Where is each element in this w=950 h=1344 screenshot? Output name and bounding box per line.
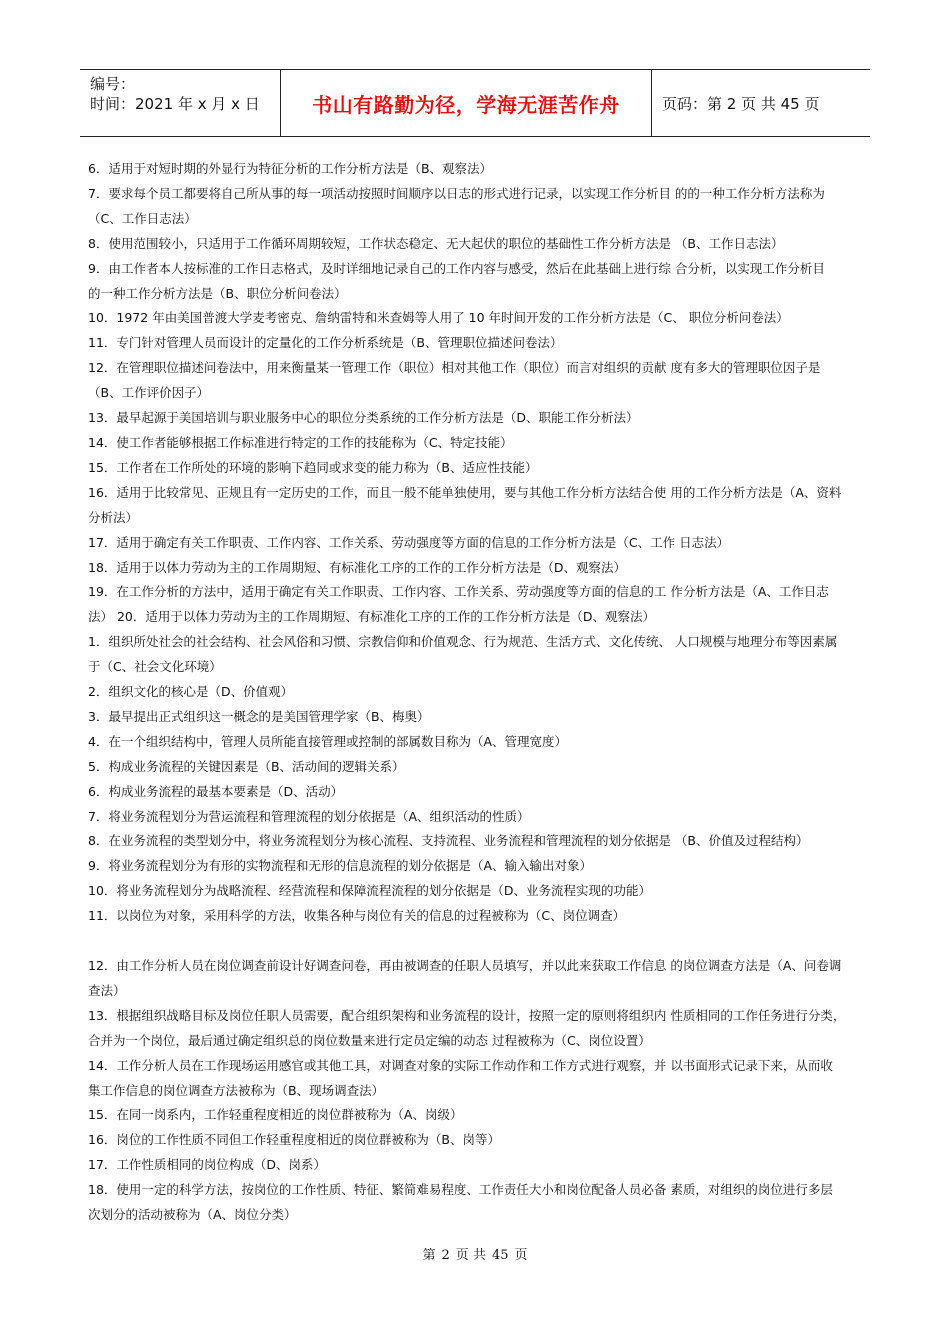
text-line: 7．要求每个员工都要将自己所从事的每一项活动按照时间顺序以日志的形式进行记录，以实现工作分析目 的的一种工作分析方法称为 <box>88 185 825 201</box>
text-line: 18．使用一定的科学方法，按岗位的工作性质、特征、繁简难易程度、工作责任大小和岗位配备人员必备 素质，对组织的岗位进行多层 <box>88 1182 833 1198</box>
text-line: 17．工作性质相同的岗位构成（D、岗系） <box>88 1157 327 1173</box>
text-line: 查法） <box>88 982 126 998</box>
text-line: （B、工作评价因子） <box>88 385 210 401</box>
text-line: 8．在业务流程的类型划分中，将业务流程划分为核心流程、支持流程、业务流程和管理流程的划分依据是 （B、价值及过程结构） <box>88 833 809 849</box>
text-line: 18．适用于以体力劳动为主的工作周期短、有标准化工序的工作的工作分析方法是（D、观察法） <box>88 559 627 575</box>
text-line: 9．由工作者本人按标准的工作日志格式，及时详细地记录自己的工作内容与感受，然后在此基础上进行综 合分析，以实现工作分析目 <box>88 260 825 276</box>
text-line: 10．1972 年由美国普渡大学麦考密克、詹纳雷特和米查姆等人用了 10 年时间开发的工作分析方法是（C、 职位分析问卷法） <box>88 310 789 326</box>
footer-prefix: 第 <box>422 1248 436 1263</box>
text-line: 法） 20．适用于以体力劳动为主的工作周期短、有标准化工序的工作的工作分析方法是（D、观察法） <box>88 609 656 625</box>
text-line: 13．根据组织战略目标及岗位任职人员需要，配合组织架构和业务流程的设计，按照一定的原则将组织内 性质相同的工作任务进行分类， <box>88 1007 846 1023</box>
text-line: 4．在一个组织结构中，管理人员所能直接管理或控制的部属数目称为（A、管理宽度） <box>88 733 568 749</box>
footer-suffix: 页 <box>514 1248 528 1263</box>
blank-line <box>88 929 864 954</box>
footer-total-pages: 45 <box>491 1248 509 1263</box>
text-line: 6．构成业务流程的最基本要素是（D、活动） <box>88 783 344 799</box>
text-line: 17．适用于确定有关工作职责、工作内容、工作关系、劳动强度等方面的信息的工作分析方法是（C、工作 日志法） <box>88 534 730 550</box>
text-line: 5．构成业务流程的关键因素是（B、活动间的逻辑关系） <box>88 758 405 774</box>
text-line: 于（C、社会文化环境） <box>88 659 222 675</box>
text-line: 14．使工作者能够根据工作标准进行特定的工作的技能称为（C、特定技能） <box>88 434 513 450</box>
text-line: 合并为一个岗位，最后通过确定组织总的岗位数量来进行定员定编的动态 过程被称为（C、岗位设置） <box>88 1032 651 1048</box>
text-line: 14．工作分析人员在工作现场运用感官或其他工具，对调查对象的实际工作动作和工作方式进行观察，并 以书面形式记录下来，从而收 <box>88 1057 833 1073</box>
text-line: 16．适用于比较常见、正规且有一定历史的工作，而且一般不能单独使用，要与其他工作分析方法结合使 用的工作分析方法是（A、资料 <box>88 484 842 500</box>
text-line: 12．在管理职位描述问卷法中，用来衡量某一管理工作（职位）相对其他工作（职位）而言对组织的贡献 度有多大的管理职位因子是 <box>88 360 821 376</box>
text-line: 19．在工作分析的方法中，适用于确定有关工作职责、工作内容、工作关系、劳动强度等方面的信息的工 作分析方法是（A、工作日志 <box>88 584 829 600</box>
text-line: 11．以岗位为对象，采用科学的方法，收集各种与岗位有关的信息的过程被称为（C、岗位调查） <box>88 908 626 924</box>
page-footer <box>0 1244 950 1263</box>
footer-middle: 页 共 <box>455 1248 486 1263</box>
text-line: 11．专门针对管理人员而设计的定量化的工作分析系统是（B、管理职位描述问卷法） <box>88 335 563 351</box>
text-line: 9．将业务流程划分为有形的实物流程和无形的信息流程的划分依据是（A、输入输出对象） <box>88 858 593 874</box>
text-line: 2．组织文化的核心是（D、价值观） <box>88 684 294 700</box>
text-line: 8．使用范围较小，只适用于工作循环周期较短，工作状态稳定、无大起伏的职位的基础性工作分析方法是 （B、工作日志法） <box>88 235 784 251</box>
document-date-label: 时间：2021 年 x 月 x 日 <box>90 95 260 113</box>
document-body <box>88 157 864 1228</box>
text-line: 次划分的活动被称为（A、岗位分类） <box>88 1207 297 1223</box>
text-line: 13．最早起源于美国培训与职业服务中心的职位分类系统的工作分析方法是（D、职能工作分析法） <box>88 410 639 426</box>
text-line: 分析法） <box>88 509 139 525</box>
text-line: 7．将业务流程划分为营运流程和管理流程的划分依据是（A、组织活动的性质） <box>88 808 530 824</box>
header-page-info: 页码：第 2 页 共 45 页 <box>662 94 820 113</box>
page-header <box>80 69 870 137</box>
header-meta <box>80 70 280 136</box>
text-line: 6．适用于对短时期的外显行为特征分析的工作分析方法是（B、观察法） <box>88 161 493 176</box>
text-line: 15．工作者在工作所处的环境的影响下趋同或求变的能力称为（B、适应性技能） <box>88 459 538 475</box>
document-number-label: 编号： <box>90 75 136 93</box>
text-line: 3．最早提出正式组织这一概念的是美国管理学家（B、梅奥） <box>88 708 430 724</box>
text-line: 15．在同一岗系内，工作轻重程度相近的岗位群被称为（A、岗级） <box>88 1107 463 1123</box>
text-line: 的一种工作分析方法是（B、职位分析问卷法） <box>88 285 347 301</box>
text-line: 12．由工作分析人员在岗位调查前设计好调查问卷，再由被调查的任职人员填写，并以此来获取工作信息 的岗位调查方法是（A、问卷调 <box>88 957 842 973</box>
header-motto: 书山有路勤为径，学海无涯苦作舟 <box>280 70 652 136</box>
footer-page-number: 2 <box>441 1248 450 1263</box>
text-line: 集工作信息的岗位调查方法被称为（B、现场调查法） <box>88 1082 385 1098</box>
text-line: （C、工作日志法） <box>88 210 197 226</box>
text-line: 10．将业务流程划分为战略流程、经营流程和保障流程流程的划分依据是（D、业务流程实现的功能） <box>88 883 652 899</box>
text-line: 16．岗位的工作性质不同但工作轻重程度相近的岗位群被称为（B、岗等） <box>88 1132 500 1148</box>
text-line: 1．组织所处社会的社会结构、社会风俗和习惯、宗教信仰和价值观念、行为规范、生活方式、文化传统、 人口规模与地理分布等因素属 <box>88 634 838 650</box>
